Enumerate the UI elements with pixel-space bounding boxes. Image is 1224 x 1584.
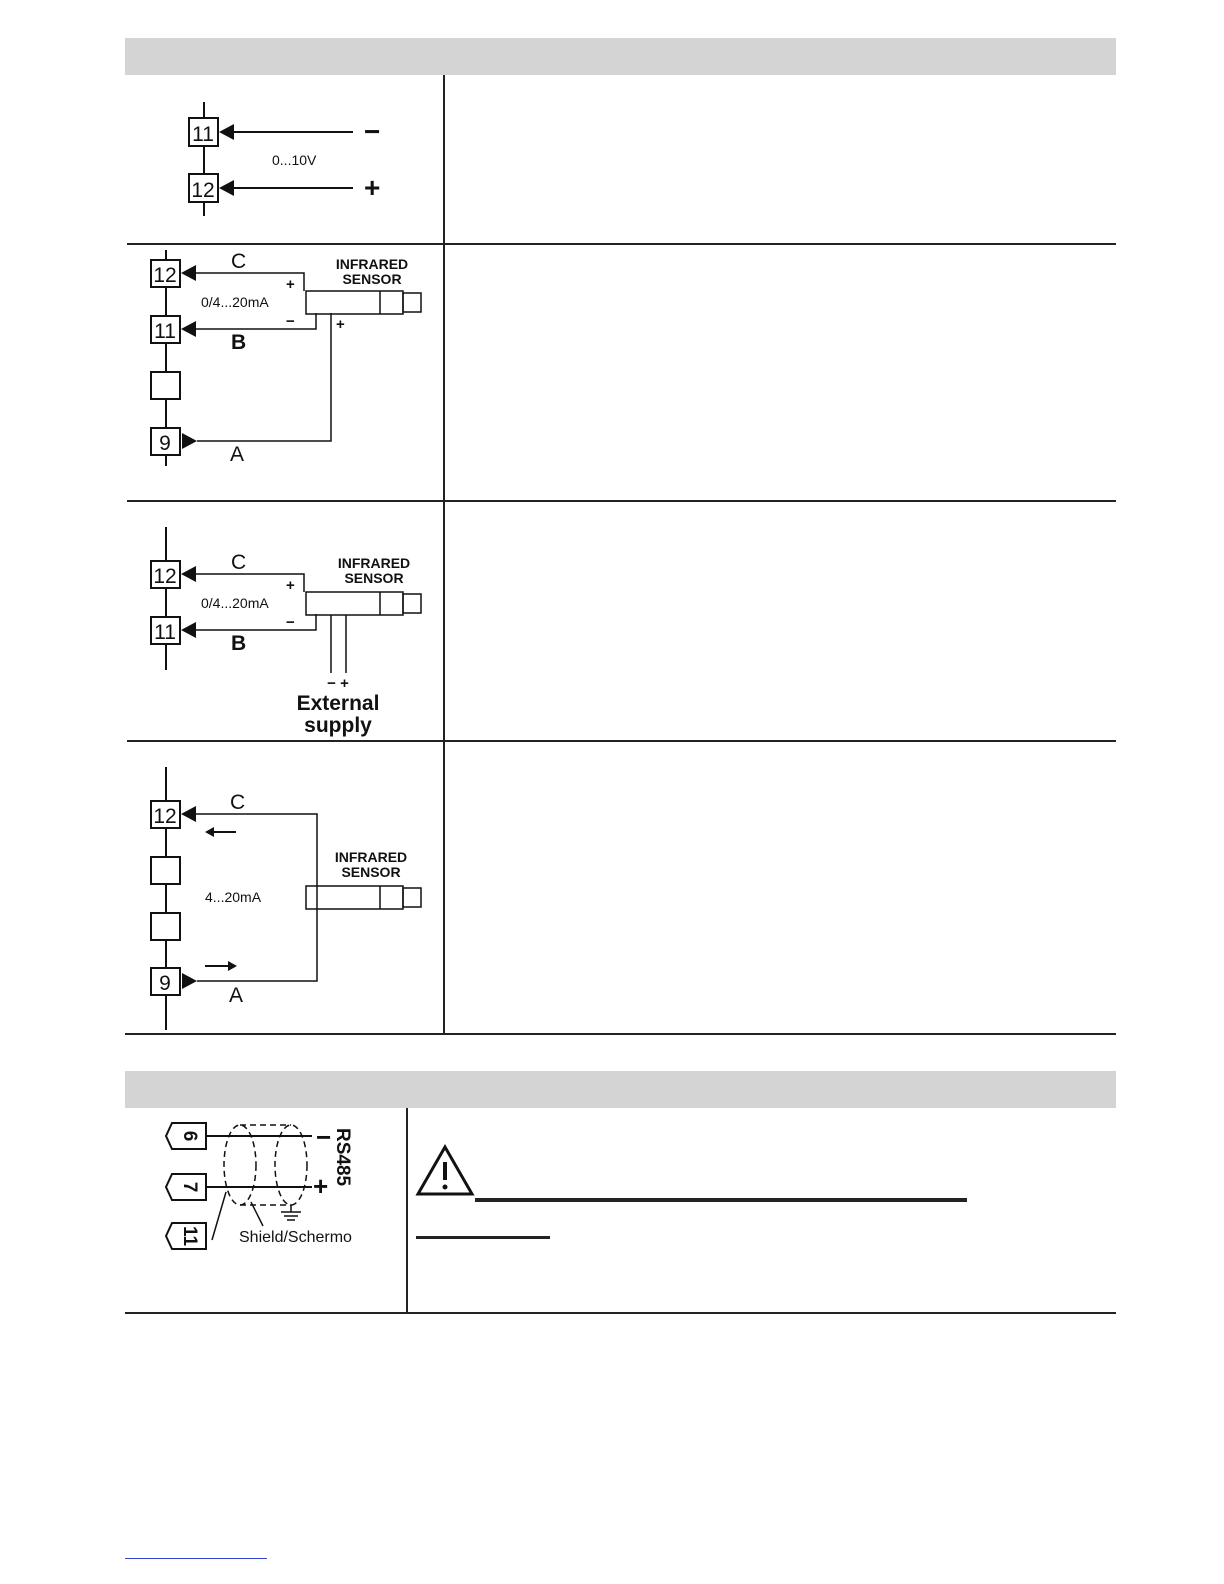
sensor-label-line1: INFRARED [335,256,409,272]
terminal-number: 9 [159,972,171,995]
sensor-label-line2: SENSOR [344,570,404,586]
sensor-label-line1: INFRARED [337,555,411,571]
wire-label-c: C [231,551,247,574]
wire-label-c: C [230,791,246,814]
terminal-number: 11 [192,123,214,146]
terminal-number: 12 [153,805,177,828]
bus-label: RS485 [332,1128,353,1187]
sensor-label-line2: SENSOR [341,864,401,880]
footer-link-underline [125,1558,267,1559]
polarity-minus: − [286,313,295,330]
polarity-plus: + [364,172,381,203]
wire-label-a: A [229,984,244,1007]
terminal-number: 12 [191,179,215,202]
terminal-number: 11 [179,1225,200,1247]
polarity-plus: + [286,577,295,594]
supply-polarity: − + [327,675,349,692]
wire-label-b: B [231,632,247,655]
underline-bar [416,1236,550,1239]
signal-range-label: 0/4...20mA [201,595,269,611]
external-supply-label-line2: supply [304,714,372,737]
polarity-plus: + [286,276,295,293]
terminal-number: 9 [159,432,171,455]
underline-bar [475,1198,967,1202]
external-supply-label-line1: External [296,692,380,715]
terminal-number: 12 [153,264,177,287]
terminal-number: 6 [179,1130,200,1142]
polarity-minus: − [364,116,381,147]
signal-range-label: 4...20mA [205,889,262,905]
signal-range-label: 0...10V [272,152,317,168]
terminal-number: 12 [153,565,177,588]
sensor-label-line1: INFRARED [334,849,408,865]
terminal-number: 11 [154,621,176,644]
terminal-number: 11 [154,320,176,343]
signal-range-label: 0/4...20mA [201,294,269,310]
sensor-label-line2: SENSOR [342,271,402,287]
wire-label-c: C [231,250,247,273]
shield-label: Shield/Schermo [239,1229,352,1246]
wire-label-b: B [231,331,247,354]
polarity-plus: + [313,1171,329,1201]
terminal-number: 7 [179,1181,200,1193]
polarity-minus: − [316,1122,332,1152]
polarity-plus: + [336,316,345,333]
wire-label-a: A [230,443,245,466]
polarity-minus: − [286,614,295,631]
